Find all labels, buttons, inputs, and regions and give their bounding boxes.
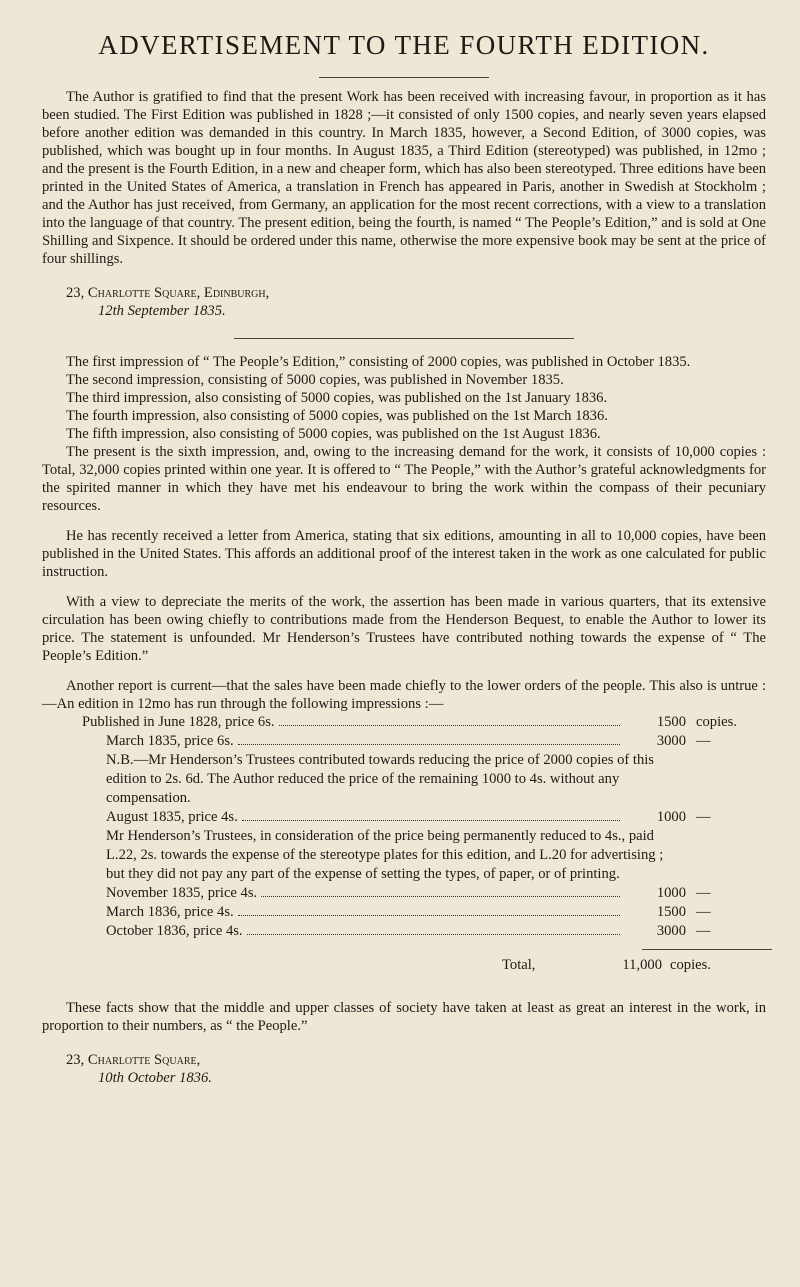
leader-dots [238,915,620,916]
impression-paragraph: The second impression, consisting of 5000 copies, was published in November 1835. [66,372,564,388]
trustees-note: Mr Henderson’s Trustees, in consideration of the price being permanently reduced to 4s., paid L.22, 2s. towards the expense of the stereotype plates for this edition, and L.20 for advertising ; but they did not pay any part of the expense of setting the types, of paper, or of printing. [106,828,664,882]
sales-entry-label: March 1836, price 4s. [106,904,234,920]
leader-dots [242,820,620,821]
sales-entry [42,808,766,827]
impression-paragraph: The fourth impression, also consisting of 5000 copies, was published on the 1st March 1836. [66,408,608,424]
sales-total-unit: copies. [670,957,711,973]
sales-entry [42,732,766,751]
america-paragraph: He has recently received a letter from America, stating that six editions, amounting in all to 10,000 copies, have been published in the United States. This affords an additional proof of the interest taken in the work as one calculated for public instruction. [42,528,766,580]
conclusion-paragraph: These facts show that the middle and upper classes of society have taken at least as great an interest in the work, in proportion to their numbers, as “ the People.” [42,1000,766,1034]
advertisement-date: 12th September 1835. [98,303,226,319]
sales-entry-count: 3000 [656,923,686,939]
sales-entry-count: 3000 [656,733,686,749]
closing-date: 10th October 1836. [98,1070,212,1086]
sales-entry [42,903,766,922]
section-divider [234,338,574,339]
sales-entry-label: November 1835, price 4s. [106,885,258,901]
page-title: ADVERTISEMENT TO THE FOURTH EDITION. [98,30,710,60]
impression-paragraph: The present is the sixth impression, and, owing to the increasing demand for the work, it consists of 10,000 copies : Total, 32,000 copies printed within one year. It is offered to “ The People,” with the Author’s grateful acknowledgments for the spirited manner in which they have met his endeavour to bring the work within the compass of their pecuniary resources. [42,444,766,514]
closing-signature [42,1051,766,1087]
closing-address: 23, Charlotte Square, [66,1052,201,1068]
sales-entry-unit: — [696,885,711,901]
advertisement-paragraph: The Author is gratified to find that the present Work has been received with increasing favour, in proportion as it has been studied. The First Edition was published in 1828 ;—it consisted of only 1500 copies, and nearly seven years elapsed before another edition was demanded in this country. In March 1835, however, a Second Edition, of 3000 copies, was published, which was bought up in four months. In August 1835, a Third Edition (stereotyped) was published, in 12mo ; and the present is the Fourth Edition, in a new and cheaper form, which has also been stereotyped. Three editions have been printed in the United States of America, a translation in French has appeared in Paris, another in Swedish at Stockholm ; and the Author has just received, from Germany, an application for the most recent corrections, with a view to a translation into the language of that country. The present edition, being the fourth, is named “ The People’s Edition,” and is sold at One Shilling and Sixpence. It should be ordered under this name, otherwise the more expensive book may be sent at the price of four shillings. [42,89,766,267]
impression-paragraph: The fifth impression, also consisting of 5000 copies, was published on the 1st August 1836. [66,426,601,442]
sales-entry-count: 1500 [656,714,686,730]
sales-entry [42,884,766,903]
sales-entry-unit: — [696,809,711,825]
sales-entry-unit: copies. [696,714,737,730]
sales-total-count: 11,000 [622,957,662,973]
leader-dots [279,725,620,726]
sales-total [502,956,766,975]
sales-entry-unit: — [696,904,711,920]
sales-entry-count: 1000 [656,885,686,901]
sales-entry-label: August 1835, price 4s. [106,809,238,825]
report-paragraph: Another report is current—that the sales have been made chiefly to the lower orders of the people. This also is untrue :—An edition in 12mo has run through the following impressions :— [42,678,766,712]
leader-dots [261,896,620,897]
sales-total-label: Total, [502,957,536,973]
sales-entry-label: March 1835, price 6s. [106,733,234,749]
sum-divider [642,949,772,950]
henderson-note: N.B.—Mr Henderson’s Trustees contributed towards reducing the price of 2000 copies of this edition to 2s. 6d. The Author reduced the price of the remaining 1000 to 4s. without any compensation. [106,752,654,806]
title-divider [319,77,489,78]
leader-dots [238,744,620,745]
sales-entry-label: Published in June 1828, price 6s. [82,714,275,730]
bequest-paragraph: With a view to depreciate the merits of the work, the assertion has been made in various quarters, that its extensive circulation has been owing chiefly to contributions made from the Henderson Bequest, to enable the Author to lower its price. The statement is unfounded. Mr Henderson’s Trustees have contributed nothing towards the expense of “ The People’s Edition.” [42,594,766,664]
sales-entry-count: 1500 [656,904,686,920]
leader-dots [247,934,620,935]
sales-entry-unit: — [696,923,711,939]
advertisement-address: 23, Charlotte Square, Edinburgh, [66,285,270,301]
sales-entry [42,922,766,941]
impression-paragraph: The third impression, also consisting of 5000 copies, was published on the 1st January 1836. [66,390,608,406]
advertisement-signature [42,284,766,320]
sales-entry-count: 1000 [656,809,686,825]
sales-entry-unit: — [696,733,711,749]
impression-paragraph: The first impression of “ The People’s Edition,” consisting of 2000 copies, was published in October 1835. [66,354,691,370]
sales-entry [42,713,766,732]
sales-entry-label: October 1836, price 4s. [106,923,243,939]
